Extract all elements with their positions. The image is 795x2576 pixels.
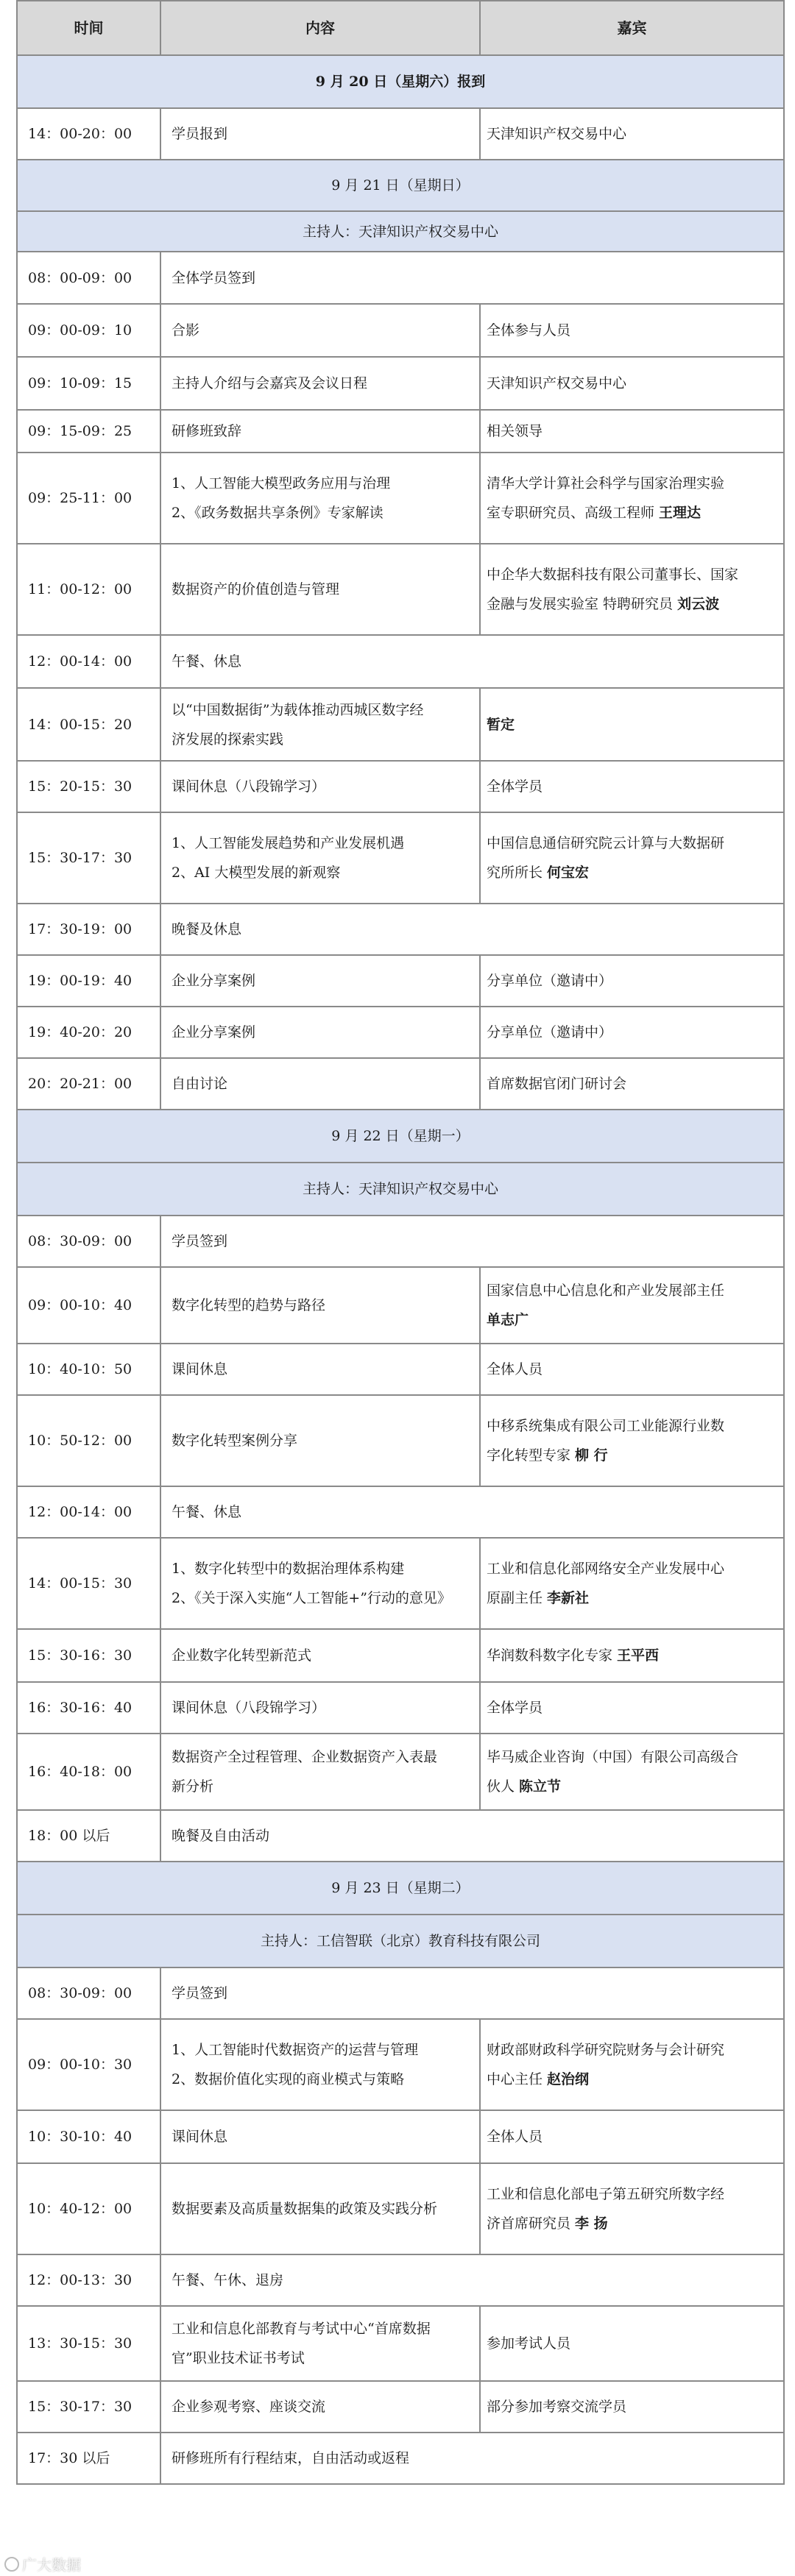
guest-name: 王平西 <box>617 1647 660 1664</box>
content-cell <box>160 761 480 812</box>
time-cell: 08：30-09：00 <box>17 1216 160 1267</box>
schedule-table <box>16 0 785 2485</box>
content-cell <box>160 1629 480 1682</box>
content-line: 济发展的探索实践 <box>172 731 284 748</box>
guest-cell <box>480 357 784 410</box>
time-cell: 10：50-12：00 <box>17 1395 160 1486</box>
content-cell <box>160 1538 480 1629</box>
content-line: 课间休息（八段锦学习） <box>172 778 326 795</box>
time-cell: 17：30 以后 <box>17 2433 160 2484</box>
time-cell: 13：30-15：30 <box>17 2306 160 2381</box>
guest-cell <box>480 453 784 544</box>
schedule-row <box>17 955 784 1007</box>
content-line: 1、数字化转型中的数据治理体系构建 <box>172 1561 405 1577</box>
guest-cell <box>480 544 784 635</box>
watermark <box>4 2553 81 2575</box>
schedule-row <box>17 410 784 453</box>
guest-cell <box>480 955 784 1007</box>
schedule-row <box>17 2110 784 2163</box>
content-cell <box>160 1216 784 1267</box>
content-line: 企业分享案例 <box>172 1024 256 1040</box>
time-cell: 10：30-10：40 <box>17 2110 160 2163</box>
content-line: 1、人工智能发展趋势和产业发展机遇 <box>172 835 405 851</box>
day-header-row <box>17 1915 784 1968</box>
guest-line: 中国信息通信研究院云计算与大数据研 <box>487 835 725 851</box>
time-cell: 12：00-14：00 <box>17 635 160 688</box>
band-text: 9 月 23 日（星期二） <box>17 1862 784 1915</box>
guest-line-with-name <box>487 1772 773 1801</box>
guest-cell <box>480 1734 784 1810</box>
content-cell <box>160 1007 480 1058</box>
time-cell: 09：15-09：25 <box>17 410 160 453</box>
schedule-row <box>17 1267 784 1344</box>
schedule-row <box>17 1007 784 1058</box>
content-line: 数据要素及高质量数据集的政策及实践分析 <box>172 2201 438 2217</box>
band-text: 主持人：天津知识产权交易中心 <box>17 1163 784 1216</box>
table-header <box>17 1 784 55</box>
content-cell <box>160 108 480 160</box>
time-cell: 09：00-09：10 <box>17 304 160 357</box>
time-cell: 11：00-12：00 <box>17 544 160 635</box>
guest-name: 刘云波 <box>677 596 720 612</box>
content-line: 数据资产的价值创造与管理 <box>172 581 340 597</box>
schedule-row <box>17 2163 784 2254</box>
content-cell <box>160 1486 784 1538</box>
time-cell: 09：00-10：40 <box>17 1267 160 1344</box>
guest-line: 室专职研究员、高级工程师 <box>487 505 660 521</box>
guest-cell <box>480 761 784 812</box>
schedule-row <box>17 2306 784 2381</box>
day-header-row <box>17 160 784 211</box>
schedule-row <box>17 688 784 761</box>
content-cell <box>160 357 480 410</box>
guest-line-with-name <box>487 589 773 619</box>
guest-line: 相关领导 <box>487 423 543 439</box>
guest-cell <box>480 1058 784 1110</box>
content-line: 全体学员签到 <box>172 269 256 286</box>
guest-line: 天津知识产权交易中心 <box>487 375 627 391</box>
band-text: 9 月 22 日（星期一） <box>17 1110 784 1163</box>
guest-cell <box>480 2019 784 2110</box>
schedule-row <box>17 635 784 688</box>
content-line: 学员报到 <box>172 126 228 142</box>
content-line: 研修班所有行程结束，自由活动或返程 <box>172 2450 410 2466</box>
day-header-row <box>17 211 784 252</box>
schedule-row <box>17 812 784 904</box>
guest-cell <box>480 1538 784 1629</box>
guest-line: 全体学员 <box>487 1700 543 1716</box>
content-line: 午餐、午休、退房 <box>172 2272 284 2288</box>
content-cell <box>160 1734 480 1810</box>
guest-name: 暂定 <box>487 716 515 733</box>
guest-line: 究所所长 <box>487 865 548 881</box>
guest-cell <box>480 1395 784 1486</box>
guest-line: 工业和信息化部电子第五研究所数字经 <box>487 2186 725 2202</box>
guest-line: 中企华大数据科技有限公司董事长、国家 <box>487 567 739 583</box>
schedule-row <box>17 1344 784 1395</box>
content-line: 学员签到 <box>172 1233 228 1249</box>
header-guest: 嘉宾 <box>480 1 784 55</box>
schedule-row <box>17 2019 784 2110</box>
content-line: 新分析 <box>172 1778 214 1795</box>
guest-line-with-name <box>487 1583 773 1613</box>
guest-line-with-name <box>487 498 773 528</box>
guest-line: 伙人 <box>487 1778 520 1795</box>
content-line: 1、人工智能时代数据资产的运营与管理 <box>172 2042 419 2058</box>
time-cell: 14：00-20：00 <box>17 108 160 160</box>
guest-cell <box>480 688 784 761</box>
content-cell <box>160 1267 480 1344</box>
schedule-row <box>17 544 784 635</box>
guest-line: 济首席研究员 <box>487 2215 576 2232</box>
guest-line: 中心主任 <box>487 2071 548 2087</box>
schedule-row <box>17 1395 784 1486</box>
guest-line-with-name <box>487 2065 773 2094</box>
content-line: 以“中国数据街”为载体推动西城区数字经 <box>172 701 424 718</box>
content-cell <box>160 1682 480 1734</box>
time-cell: 15：30-17：30 <box>17 812 160 904</box>
time-cell: 12：00-14：00 <box>17 1486 160 1538</box>
content-cell <box>160 453 480 544</box>
band-text: 9 月 20 日（星期六）报到 <box>17 55 784 108</box>
schedule-row <box>17 357 784 410</box>
schedule-row <box>17 2433 784 2484</box>
content-line: 晚餐及休息 <box>172 921 242 937</box>
time-cell: 17：30-19：00 <box>17 904 160 955</box>
guest-line: 字化转型专家 <box>487 1447 576 1463</box>
time-cell: 09：00-10：30 <box>17 2019 160 2110</box>
time-cell: 14：00-15：20 <box>17 688 160 761</box>
content-line: 2、AI 大模型发展的新观察 <box>172 865 341 881</box>
guest-line-with-name <box>487 1441 773 1470</box>
schedule-row <box>17 2381 784 2433</box>
guest-line: 参加考试人员 <box>487 2335 571 2352</box>
content-line: 午餐、休息 <box>172 1504 242 1520</box>
guest-line: 国家信息中心信息化和产业发展部主任 <box>487 1282 725 1299</box>
guest-cell <box>480 2306 784 2381</box>
guest-cell <box>480 1682 784 1734</box>
content-line: 工业和信息化部教育与考试中心“首席数据 <box>172 2321 431 2337</box>
time-cell: 08：30-09：00 <box>17 1968 160 2019</box>
guest-cell <box>480 108 784 160</box>
guest-cell <box>480 812 784 904</box>
content-line: 自由讨论 <box>172 1076 228 1092</box>
content-line: 课间休息（八段锦学习） <box>172 1700 326 1716</box>
guest-cell <box>480 1267 784 1344</box>
content-line: 2、数据价值化实现的商业模式与策略 <box>172 2071 405 2087</box>
guest-name: 李 扬 <box>575 2215 608 2232</box>
content-cell <box>160 1344 480 1395</box>
content-cell <box>160 635 784 688</box>
content-line: 课间休息 <box>172 1361 228 1377</box>
time-cell: 15：20-15：30 <box>17 761 160 812</box>
schedule-row <box>17 761 784 812</box>
time-cell: 18：00 以后 <box>17 1810 160 1862</box>
time-cell: 10：40-12：00 <box>17 2163 160 2254</box>
content-cell <box>160 2254 784 2306</box>
guest-name: 柳 行 <box>575 1447 608 1463</box>
guest-name: 王理达 <box>659 505 702 521</box>
schedule-row <box>17 1810 784 1862</box>
schedule-row <box>17 1968 784 2019</box>
header-time: 时间 <box>17 1 160 55</box>
content-cell <box>160 812 480 904</box>
time-cell: 10：40-10：50 <box>17 1344 160 1395</box>
guest-name: 何宝宏 <box>547 865 590 881</box>
content-cell <box>160 304 480 357</box>
content-line: 数据资产全过程管理、企业数据资产入表最 <box>172 1749 438 1765</box>
content-cell <box>160 904 784 955</box>
content-line: 午餐、休息 <box>172 653 242 670</box>
guest-line: 首席数据官闭门研讨会 <box>487 1076 627 1092</box>
day-header-row <box>17 1163 784 1216</box>
guest-name: 单志广 <box>487 1312 529 1328</box>
guest-line: 华润数科数字化专家 <box>487 1647 618 1664</box>
schedule-row <box>17 108 784 160</box>
content-cell <box>160 2110 480 2163</box>
band-text: 9 月 21 日（星期日） <box>17 160 784 211</box>
guest-line: 毕马威企业咨询（中国）有限公司高级合 <box>487 1749 739 1765</box>
watermark-text: 广大数据 <box>22 2556 81 2574</box>
content-line: 企业参观考察、座谈交流 <box>172 2399 326 2415</box>
content-cell <box>160 1968 784 2019</box>
time-cell: 16：40-18：00 <box>17 1734 160 1810</box>
content-cell <box>160 955 480 1007</box>
guest-line-with-name <box>487 1641 773 1670</box>
guest-line: 全体人员 <box>487 1361 543 1377</box>
content-line: 课间休息 <box>172 2129 228 2145</box>
guest-cell <box>480 410 784 453</box>
schedule-row <box>17 453 784 544</box>
time-cell: 20：20-21：00 <box>17 1058 160 1110</box>
band-text: 主持人：天津知识产权交易中心 <box>17 211 784 252</box>
content-line: 学员签到 <box>172 1985 228 2001</box>
time-cell: 15：30-17：30 <box>17 2381 160 2433</box>
guest-line-with-name <box>487 2209 773 2238</box>
guest-cell <box>480 2381 784 2433</box>
time-cell: 15：30-16：30 <box>17 1629 160 1682</box>
time-cell: 19：00-19：40 <box>17 955 160 1007</box>
day-header-row <box>17 1110 784 1163</box>
guest-line: 中移系统集成有限公司工业能源行业数 <box>487 1418 725 1434</box>
schedule-row <box>17 1629 784 1682</box>
schedule-row <box>17 1682 784 1734</box>
guest-line-with-name <box>487 858 773 887</box>
guest-name: 李新社 <box>547 1590 590 1606</box>
watermark-logo-icon <box>4 2557 19 2572</box>
content-line: 企业数字化转型新范式 <box>172 1647 312 1664</box>
header-content: 内容 <box>160 1 480 55</box>
guest-line: 部分参加考察交流学员 <box>487 2399 627 2415</box>
content-cell <box>160 544 480 635</box>
guest-line: 全体人员 <box>487 2129 543 2145</box>
guest-cell <box>480 304 784 357</box>
content-cell <box>160 2163 480 2254</box>
schedule-row <box>17 2254 784 2306</box>
schedule-row <box>17 1058 784 1110</box>
guest-cell <box>480 1344 784 1395</box>
content-cell <box>160 2306 480 2381</box>
guest-line: 财政部财政科学研究院财务与会计研究 <box>487 2042 725 2058</box>
time-cell: 16：30-16：40 <box>17 1682 160 1734</box>
schedule-row <box>17 1538 784 1629</box>
content-cell <box>160 252 784 304</box>
schedule-row <box>17 304 784 357</box>
schedule-row <box>17 1734 784 1810</box>
content-line: 主持人介绍与会嘉宾及会议日程 <box>172 375 368 391</box>
content-cell <box>160 1810 784 1862</box>
guest-name: 陈立节 <box>519 1778 562 1795</box>
guest-line: 分享单位（邀请中） <box>487 973 613 989</box>
content-line: 2、《关于深入实施“人工智能+”行动的意见》 <box>172 1590 451 1606</box>
content-cell <box>160 688 480 761</box>
guest-cell <box>480 2163 784 2254</box>
content-cell <box>160 1058 480 1110</box>
guest-cell <box>480 2110 784 2163</box>
content-line: 数字化转型的趋势与路径 <box>172 1297 326 1313</box>
schedule-row <box>17 904 784 955</box>
content-line: 数字化转型案例分享 <box>172 1433 298 1449</box>
schedule-row <box>17 252 784 304</box>
content-line: 合影 <box>172 322 200 338</box>
band-text: 主持人：工信智联（北京）教育科技有限公司 <box>17 1915 784 1968</box>
content-line: 企业分享案例 <box>172 973 256 989</box>
time-cell: 09：10-09：15 <box>17 357 160 410</box>
content-cell <box>160 2433 784 2484</box>
guest-line: 清华大学计算社会科学与国家治理实验 <box>487 475 725 492</box>
day-header-row <box>17 1862 784 1915</box>
guest-cell <box>480 1007 784 1058</box>
guest-name: 赵治纲 <box>547 2071 590 2087</box>
content-line: 1、人工智能大模型政务应用与治理 <box>172 475 391 492</box>
guest-line: 分享单位（邀请中） <box>487 1024 613 1040</box>
guest-line: 金融与发展实验室 特聘研究员 <box>487 596 678 612</box>
content-cell <box>160 2381 480 2433</box>
guest-line: 天津知识产权交易中心 <box>487 126 627 142</box>
time-cell: 12：00-13：30 <box>17 2254 160 2306</box>
content-line: 2、《政务数据共享条例》专家解读 <box>172 505 384 521</box>
time-cell: 19：40-20：20 <box>17 1007 160 1058</box>
guest-cell <box>480 1629 784 1682</box>
guest-line: 全体参与人员 <box>487 322 571 338</box>
guest-line: 工业和信息化部网络安全产业发展中心 <box>487 1561 725 1577</box>
guest-line: 原副主任 <box>487 1590 548 1606</box>
content-cell <box>160 2019 480 2110</box>
content-line: 官”职业技术证书考试 <box>172 2350 305 2366</box>
time-cell: 09：25-11：00 <box>17 453 160 544</box>
schedule-row <box>17 1216 784 1267</box>
day-header-row <box>17 55 784 108</box>
content-cell <box>160 410 480 453</box>
time-cell: 08：00-09：00 <box>17 252 160 304</box>
time-cell: 14：00-15：30 <box>17 1538 160 1629</box>
content-line: 研修班致辞 <box>172 423 242 439</box>
guest-line: 全体学员 <box>487 778 543 795</box>
schedule-row <box>17 1486 784 1538</box>
content-line: 晚餐及自由活动 <box>172 1828 270 1844</box>
content-cell <box>160 1395 480 1486</box>
